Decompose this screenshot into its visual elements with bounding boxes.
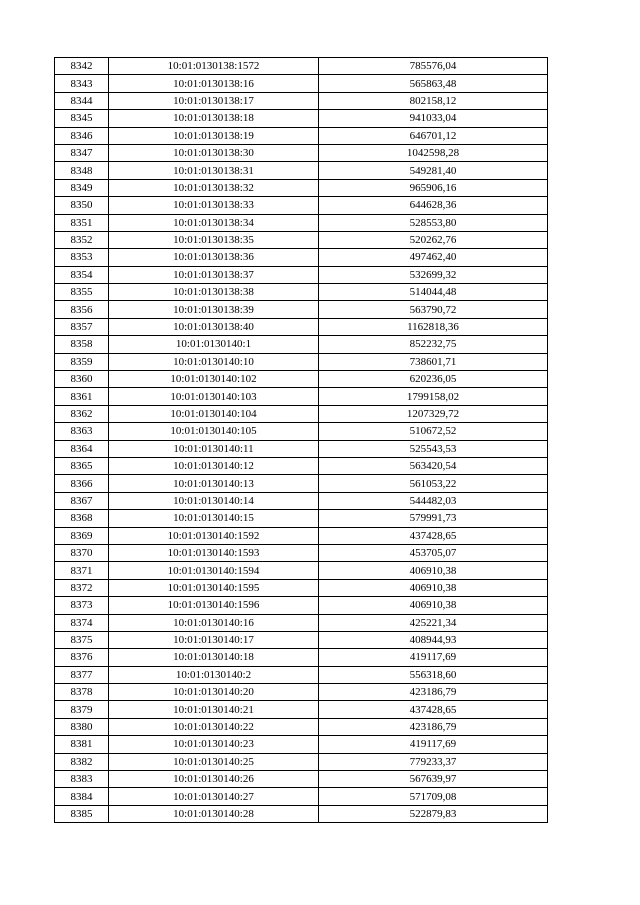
table-row (55, 753, 548, 770)
row-number-cell: 8352 (55, 231, 109, 248)
table-row (55, 736, 548, 753)
row-number-cell: 8377 (55, 666, 109, 683)
row-number-cell: 8343 (55, 75, 109, 92)
row-number-cell: 8361 (55, 388, 109, 405)
table-row (55, 510, 548, 527)
row-number-cell: 8363 (55, 423, 109, 440)
row-number-cell: 8344 (55, 92, 109, 109)
table-row (55, 579, 548, 596)
table-row (55, 231, 548, 248)
cadastral-value-cell: 532699,32 (319, 266, 548, 283)
cadastral-value-cell: 525543,53 (319, 440, 548, 457)
cadastral-value-cell: 406910,38 (319, 597, 548, 614)
table-row (55, 649, 548, 666)
cadastral-value-cell: 571709,08 (319, 788, 548, 805)
cadastral-value-cell: 779233,37 (319, 753, 548, 770)
row-number-cell: 8376 (55, 649, 109, 666)
table-row (55, 718, 548, 735)
cadastral-number-cell: 10:01:0130140:10 (109, 353, 319, 370)
cadastral-value-cell: 941033,04 (319, 110, 548, 127)
cadastral-value-cell: 1042598,28 (319, 144, 548, 161)
cadastral-number-cell: 10:01:0130138:38 (109, 284, 319, 301)
table-row (55, 144, 548, 161)
cadastral-value-cell: 1162818,36 (319, 318, 548, 335)
row-number-cell: 8381 (55, 736, 109, 753)
cadastral-number-cell: 10:01:0130140:13 (109, 475, 319, 492)
table-row (55, 805, 548, 822)
cadastral-value-cell: 510672,52 (319, 423, 548, 440)
cadastral-number-cell: 10:01:0130138:35 (109, 231, 319, 248)
row-number-cell: 8383 (55, 771, 109, 788)
cadastral-number-cell: 10:01:0130140:12 (109, 457, 319, 474)
cadastral-number-cell: 10:01:0130140:21 (109, 701, 319, 718)
table-row (55, 631, 548, 648)
row-number-cell: 8353 (55, 249, 109, 266)
cadastral-value-cell: 514044,48 (319, 284, 548, 301)
cadastral-value-cell: 620236,05 (319, 371, 548, 388)
row-number-cell: 8351 (55, 214, 109, 231)
row-number-cell: 8355 (55, 284, 109, 301)
table-row (55, 318, 548, 335)
cadastral-value-cell: 646701,12 (319, 127, 548, 144)
table-row (55, 110, 548, 127)
table-row (55, 562, 548, 579)
cadastral-number-cell: 10:01:0130140:20 (109, 684, 319, 701)
cadastral-value-cell: 437428,65 (319, 527, 548, 544)
cadastral-number-cell: 10:01:0130140:1594 (109, 562, 319, 579)
table-row (55, 336, 548, 353)
cadastral-number-cell: 10:01:0130140:27 (109, 788, 319, 805)
row-number-cell: 8372 (55, 579, 109, 596)
table-row (55, 179, 548, 196)
cadastral-number-cell: 10:01:0130138:30 (109, 144, 319, 161)
table-row (55, 58, 548, 75)
cadastral-number-cell: 10:01:0130140:15 (109, 510, 319, 527)
cadastral-number-cell: 10:01:0130140:17 (109, 631, 319, 648)
cadastral-value-table (54, 57, 548, 823)
cadastral-number-cell: 10:01:0130140:22 (109, 718, 319, 735)
table-row (55, 301, 548, 318)
row-number-cell: 8382 (55, 753, 109, 770)
table-row (55, 75, 548, 92)
cadastral-value-cell: 1207329,72 (319, 405, 548, 422)
table-row (55, 440, 548, 457)
row-number-cell: 8368 (55, 510, 109, 527)
row-number-cell: 8347 (55, 144, 109, 161)
cadastral-value-cell: 425221,34 (319, 614, 548, 631)
cadastral-number-cell: 10:01:0130140:1 (109, 336, 319, 353)
table-row (55, 388, 548, 405)
cadastral-value-cell: 497462,40 (319, 249, 548, 266)
row-number-cell: 8385 (55, 805, 109, 822)
cadastral-value-cell: 419117,69 (319, 649, 548, 666)
cadastral-value-cell: 408944,93 (319, 631, 548, 648)
table-row (55, 701, 548, 718)
row-number-cell: 8380 (55, 718, 109, 735)
cadastral-number-cell: 10:01:0130140:104 (109, 405, 319, 422)
row-number-cell: 8364 (55, 440, 109, 457)
cadastral-value-cell: 567639,97 (319, 771, 548, 788)
table-row (55, 162, 548, 179)
row-number-cell: 8362 (55, 405, 109, 422)
cadastral-value-cell: 738601,71 (319, 353, 548, 370)
table-row (55, 127, 548, 144)
cadastral-value-cell: 579991,73 (319, 510, 548, 527)
cadastral-number-cell: 10:01:0130138:34 (109, 214, 319, 231)
table-row (55, 92, 548, 109)
cadastral-number-cell: 10:01:0130138:17 (109, 92, 319, 109)
row-number-cell: 8354 (55, 266, 109, 283)
row-number-cell: 8369 (55, 527, 109, 544)
table-row (55, 666, 548, 683)
cadastral-value-cell: 406910,38 (319, 562, 548, 579)
cadastral-value-cell: 556318,60 (319, 666, 548, 683)
row-number-cell: 8349 (55, 179, 109, 196)
row-number-cell: 8378 (55, 684, 109, 701)
cadastral-value-cell: 965906,16 (319, 179, 548, 196)
row-number-cell: 8371 (55, 562, 109, 579)
cadastral-number-cell: 10:01:0130140:105 (109, 423, 319, 440)
table-row (55, 684, 548, 701)
row-number-cell: 8356 (55, 301, 109, 318)
cadastral-number-cell: 10:01:0130140:28 (109, 805, 319, 822)
row-number-cell: 8379 (55, 701, 109, 718)
cadastral-value-cell: 785576,04 (319, 58, 548, 75)
row-number-cell: 8359 (55, 353, 109, 370)
row-number-cell: 8367 (55, 492, 109, 509)
cadastral-number-cell: 10:01:0130140:1595 (109, 579, 319, 596)
row-number-cell: 8374 (55, 614, 109, 631)
table-row (55, 788, 548, 805)
row-number-cell: 8346 (55, 127, 109, 144)
table-row (55, 405, 548, 422)
table-row (55, 475, 548, 492)
cadastral-number-cell: 10:01:0130140:1593 (109, 544, 319, 561)
cadastral-number-cell: 10:01:0130140:102 (109, 371, 319, 388)
cadastral-value-cell: 644628,36 (319, 197, 548, 214)
row-number-cell: 8345 (55, 110, 109, 127)
cadastral-value-cell: 565863,48 (319, 75, 548, 92)
cadastral-number-cell: 10:01:0130140:1592 (109, 527, 319, 544)
cadastral-value-cell: 561053,22 (319, 475, 548, 492)
cadastral-number-cell: 10:01:0130140:1596 (109, 597, 319, 614)
table-row (55, 771, 548, 788)
row-number-cell: 8384 (55, 788, 109, 805)
cadastral-number-cell: 10:01:0130140:23 (109, 736, 319, 753)
table-row (55, 371, 548, 388)
table-row (55, 614, 548, 631)
table-row (55, 197, 548, 214)
cadastral-value-cell: 423186,79 (319, 684, 548, 701)
cadastral-number-cell: 10:01:0130140:103 (109, 388, 319, 405)
cadastral-value-cell: 419117,69 (319, 736, 548, 753)
cadastral-number-cell: 10:01:0130140:14 (109, 492, 319, 509)
cadastral-number-cell: 10:01:0130140:11 (109, 440, 319, 457)
cadastral-number-cell: 10:01:0130138:39 (109, 301, 319, 318)
cadastral-number-cell: 10:01:0130140:18 (109, 649, 319, 666)
cadastral-value-cell: 437428,65 (319, 701, 548, 718)
table-row (55, 544, 548, 561)
cadastral-value-cell: 563420,54 (319, 457, 548, 474)
row-number-cell: 8358 (55, 336, 109, 353)
cadastral-number-cell: 10:01:0130138:18 (109, 110, 319, 127)
row-number-cell: 8360 (55, 371, 109, 388)
cadastral-value-cell: 453705,07 (319, 544, 548, 561)
cadastral-number-cell: 10:01:0130138:19 (109, 127, 319, 144)
cadastral-value-cell: 423186,79 (319, 718, 548, 735)
row-number-cell: 8366 (55, 475, 109, 492)
cadastral-value-cell: 520262,76 (319, 231, 548, 248)
cadastral-number-cell: 10:01:0130140:25 (109, 753, 319, 770)
table-row (55, 492, 548, 509)
table-row (55, 597, 548, 614)
table-row (55, 423, 548, 440)
row-number-cell: 8370 (55, 544, 109, 561)
cadastral-value-cell: 544482,03 (319, 492, 548, 509)
cadastral-number-cell: 10:01:0130138:40 (109, 318, 319, 335)
table-row (55, 527, 548, 544)
cadastral-value-cell: 563790,72 (319, 301, 548, 318)
row-number-cell: 8350 (55, 197, 109, 214)
cadastral-number-cell: 10:01:0130140:16 (109, 614, 319, 631)
row-number-cell: 8373 (55, 597, 109, 614)
cadastral-number-cell: 10:01:0130138:1572 (109, 58, 319, 75)
row-number-cell: 8375 (55, 631, 109, 648)
cadastral-number-cell: 10:01:0130138:31 (109, 162, 319, 179)
cadastral-value-cell: 802158,12 (319, 92, 548, 109)
row-number-cell: 8357 (55, 318, 109, 335)
table-row (55, 284, 548, 301)
cadastral-value-cell: 406910,38 (319, 579, 548, 596)
row-number-cell: 8342 (55, 58, 109, 75)
cadastral-number-cell: 10:01:0130138:32 (109, 179, 319, 196)
table-row (55, 266, 548, 283)
row-number-cell: 8348 (55, 162, 109, 179)
cadastral-number-cell: 10:01:0130138:37 (109, 266, 319, 283)
cadastral-value-cell: 549281,40 (319, 162, 548, 179)
table-row (55, 457, 548, 474)
cadastral-number-cell: 10:01:0130138:33 (109, 197, 319, 214)
cadastral-number-cell: 10:01:0130138:16 (109, 75, 319, 92)
table-row (55, 214, 548, 231)
table-row (55, 353, 548, 370)
cadastral-value-cell: 522879,83 (319, 805, 548, 822)
table-row (55, 249, 548, 266)
table-body (55, 58, 548, 823)
cadastral-value-cell: 1799158,02 (319, 388, 548, 405)
row-number-cell: 8365 (55, 457, 109, 474)
cadastral-number-cell: 10:01:0130140:26 (109, 771, 319, 788)
cadastral-value-cell: 852232,75 (319, 336, 548, 353)
cadastral-number-cell: 10:01:0130138:36 (109, 249, 319, 266)
cadastral-number-cell: 10:01:0130140:2 (109, 666, 319, 683)
cadastral-value-cell: 528553,80 (319, 214, 548, 231)
